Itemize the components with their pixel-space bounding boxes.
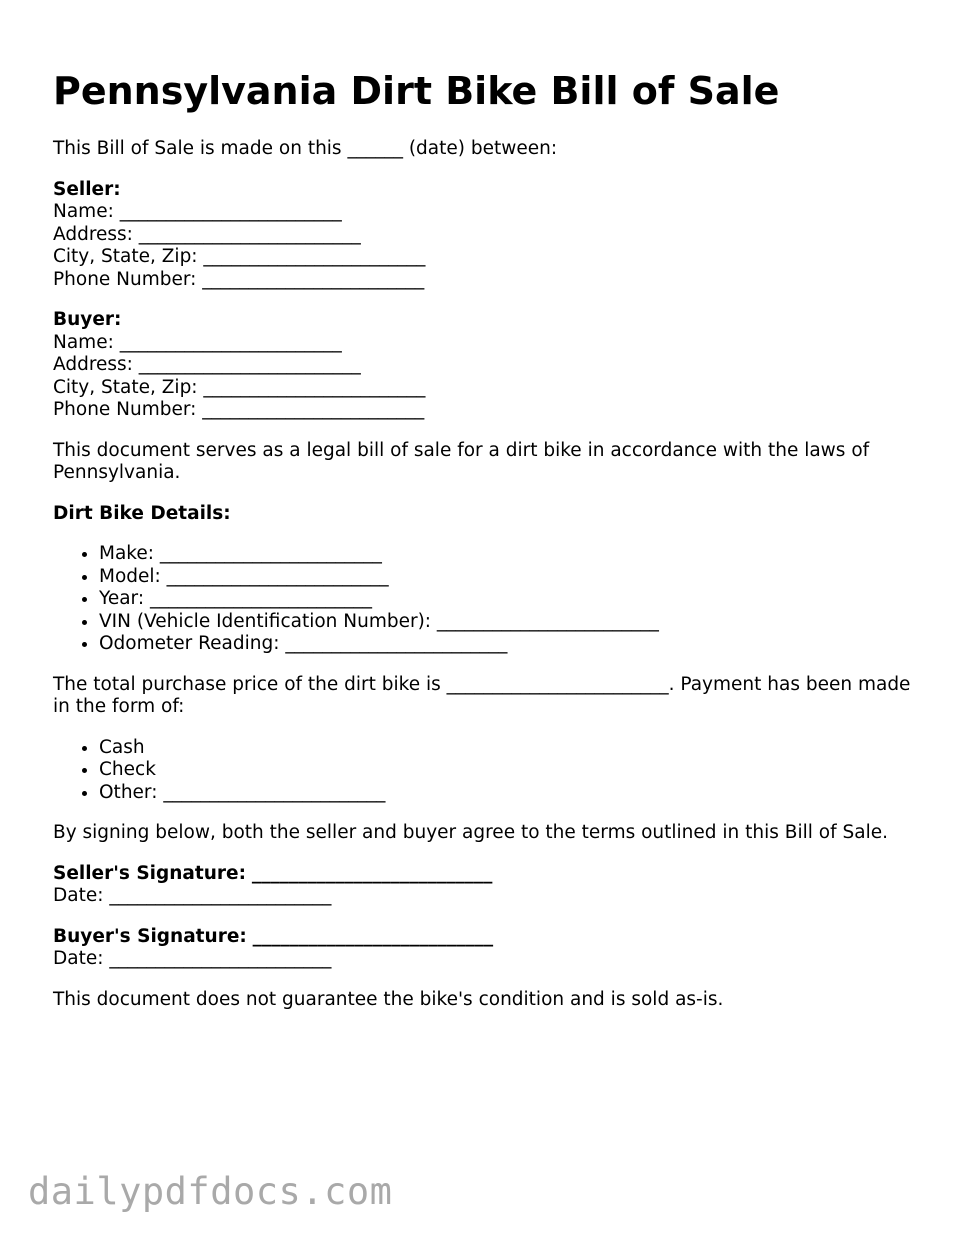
buyer-address-field: Address: ________________________ bbox=[53, 354, 361, 375]
payment-other: • Other: ________________________ bbox=[99, 782, 933, 805]
seller-signature-row bbox=[53, 863, 933, 886]
disclaimer-text: This document does not guarantee the bike's condition and is sold as-is. bbox=[53, 988, 724, 1010]
seller-signature-line: __________________________ bbox=[251, 862, 493, 884]
seller-address-field: Address: ________________________ bbox=[53, 223, 361, 245]
seller-heading: Seller: bbox=[53, 178, 121, 200]
agreement-text: By signing below, both the seller and buyer agree to the terms outlined in this Bill of Sale. bbox=[53, 822, 888, 843]
detail-make: • Make: ________________________ bbox=[99, 543, 933, 566]
detail-year: • Year: ________________________ bbox=[99, 588, 933, 611]
payment-check: • Check bbox=[99, 759, 933, 782]
buyer-signature-label: Buyer's Signature: bbox=[53, 925, 247, 947]
buyer-section bbox=[53, 309, 933, 422]
buyer-signature-row bbox=[53, 926, 933, 949]
seller-signature-label: Seller's Signature: bbox=[53, 862, 246, 884]
seller-section bbox=[53, 179, 933, 292]
buyer-name-field: Name: ________________________ bbox=[53, 331, 342, 353]
watermark: dailypdfdocs.com bbox=[28, 1170, 393, 1213]
detail-vin: • VIN (Vehicle Identification Number): ________________________ bbox=[99, 611, 933, 634]
seller-city-field: City, State, Zip: ________________________ bbox=[53, 246, 426, 267]
details-heading: Dirt Bike Details: bbox=[53, 502, 231, 524]
buyer-signature-line: __________________________ bbox=[252, 925, 494, 947]
details-list bbox=[53, 543, 933, 656]
payment-list bbox=[53, 737, 933, 805]
buyer-city-field: City, State, Zip: ________________________ bbox=[53, 376, 426, 398]
price-statement: The total purchase price of the dirt bike is ________________________. Payment has been made in the form of: bbox=[53, 673, 911, 717]
detail-model: • Model: ________________________ bbox=[99, 566, 933, 589]
buyer-signature-block bbox=[53, 926, 933, 971]
seller-signature-block bbox=[53, 863, 933, 908]
document bbox=[53, 66, 933, 1011]
buyer-date-field: Date: ________________________ bbox=[53, 948, 332, 969]
detail-odometer: • Odometer Reading: ________________________ bbox=[99, 633, 933, 656]
buyer-phone-field: Phone Number: ________________________ bbox=[53, 399, 425, 420]
seller-name-field: Name: ________________________ bbox=[53, 201, 342, 222]
payment-cash: • Cash bbox=[99, 737, 933, 760]
document-title: Pennsylvania Dirt Bike Bill of Sale bbox=[53, 69, 780, 113]
seller-phone-field: Phone Number: ________________________ bbox=[53, 268, 425, 290]
legal-statement: This document serves as a legal bill of sale for a dirt bike in accordance with the laws of Pennsylvania. bbox=[53, 439, 870, 483]
buyer-heading: Buyer: bbox=[53, 309, 122, 330]
intro-text: This Bill of Sale is made on this ______ (date) between: bbox=[53, 138, 558, 159]
seller-date-field: Date: ________________________ bbox=[53, 885, 332, 906]
